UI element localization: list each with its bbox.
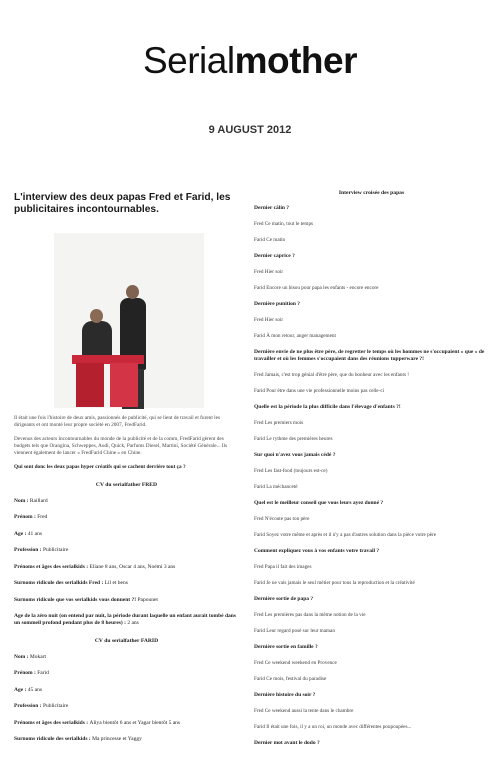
cv-label: Age de la zéro nuit (on entend par nuit, la période durant laquelle un enfant aurait tombé dans un sommeil profond pendant plus de 8 heures) : <box>14 613 236 626</box>
cv-value: 45 ans <box>27 686 42 693</box>
interview-answer: Fred Ce weekend aussi la tente dans le chambre <box>254 708 354 714</box>
fathers-photo <box>54 233 204 408</box>
cv-value: Fred <box>37 514 48 520</box>
interview-answer: Farid La méchanceté <box>254 484 298 490</box>
interview-title: Interview croisée des papas <box>338 190 405 196</box>
cv-value: Aliya bientôt 6 ans et Yagar bientôt 5 ans <box>89 719 181 726</box>
interview-question: Dernière punition ? <box>254 301 301 307</box>
intro-paragraph-1: Il était une fois l'histoire de deux amis, passionnés de publicité, qui se lient de travail et furent les dirigeants et ont monté leur propre société en 2007, FredFarid. <box>14 415 221 428</box>
interview-question: Dernière histoire du soir ? <box>254 692 316 698</box>
cv-row <box>14 564 239 571</box>
cv-row <box>14 670 239 677</box>
cv-fred <box>14 498 239 628</box>
interview-question: Sur quoi n'avez vous jamais cédé ? <box>254 452 336 458</box>
right-column <box>254 186 489 747</box>
cv-label: Age : <box>14 530 28 537</box>
cv-row <box>14 736 239 743</box>
cv-value: Raillard <box>29 497 48 504</box>
interview-answer: Fred Les fast-food (toujours est-ce) <box>254 468 328 474</box>
interview-answer: Fred Les premières pas dans la même notion de la vie <box>254 612 366 618</box>
interview-answer: Fred Hier soir <box>254 317 284 323</box>
cv-label: Prénoms et âges des serialkids : <box>14 563 90 570</box>
interview-answer: Fred N'écoute pas ton père <box>254 516 310 522</box>
cv-label: Nom : <box>14 497 30 504</box>
interview-question: Dernier câlin ? <box>254 205 290 211</box>
interview-question: Dernier mot avant le dodo ? <box>254 740 320 746</box>
photo-red-letter-right <box>110 363 138 407</box>
interview-answer: Farid Je ne vais jamais le seul métier pour tous la reproduction et la créativité <box>254 580 415 586</box>
scanned-article <box>14 186 488 776</box>
cv-label: Surnoms ridicule des serialkids Fred : <box>14 580 105 586</box>
cv-value: Mokart <box>29 653 47 660</box>
cv-value: 41 ans <box>27 530 42 537</box>
interview-question: Comment expliquez vous à vos enfants votre travail ? <box>254 548 380 554</box>
cv-row <box>14 703 239 710</box>
interview-answer: Farid Encore un bisou pour papa les enfants - encore encore <box>254 285 379 291</box>
cv-row <box>14 580 239 587</box>
interview-answer: Farid Il était une fois, il y a un roi, un monde avec différentes poupoupées... <box>254 724 412 730</box>
photo-head-seated <box>90 309 103 323</box>
cv-label: Profession : <box>14 547 43 553</box>
interview-question: Dernier caprice ? <box>254 253 295 259</box>
cv-farid <box>14 654 239 744</box>
photo-head-standing <box>126 285 139 299</box>
cv-row <box>14 597 239 604</box>
cv-value: Lil et bens <box>104 580 128 586</box>
interview-answer: Fred Jamais, c'est trop génial d'être père, que du bonheur avec les enfants ! <box>254 372 409 378</box>
interview-answer: Fred Ce matin, tout le temps <box>254 221 314 227</box>
cv-label: Surnoms ridicule des serialkids : <box>14 736 93 742</box>
masthead-serial: Serial <box>142 40 235 81</box>
cv-row <box>14 654 239 661</box>
interview-answer: Farid À mon retour, anger management <box>254 333 336 339</box>
cv-value: Publicitaire <box>42 703 69 709</box>
cv-row <box>14 547 239 554</box>
cv-label: Nom : <box>14 653 30 660</box>
cv-row <box>14 514 239 521</box>
cv-row <box>14 498 239 505</box>
cv-value: Eliane 8 ans, Oscar 4 ans, Noémi 3 ans <box>89 563 176 570</box>
cv-fred-heading: CV du serialfather FRED <box>95 482 158 488</box>
cv-value: 2 ans <box>127 620 139 626</box>
cv-value: Publicitaire <box>42 547 69 553</box>
cv-label: Surnoms ridicule que vos serialkids vous donnent ?! <box>14 596 138 603</box>
lead-question: Qui sont donc les deux papas hyper créatifs qui se cachent derrière tout ça ? <box>14 464 186 470</box>
cv-label: Prénom : <box>14 514 38 520</box>
cv-value: Farid <box>37 670 49 676</box>
cv-label: Prénoms et âges des serialkids : <box>14 719 90 726</box>
intro-paragraph-2: Devenus des acteurs incontournables du monde de la publicité et de la comm, FredFarid gèrent des budgets tels que Orangina, Schweppes, Audi, Quick, Parfums Diesel, Martini, Société Générale... Ils viennent également de lancer « FredFarid Chine » en Chine. <box>14 436 228 456</box>
interview-question: Dernière sortie de papa ? <box>254 596 314 602</box>
interview-question: Quelle est la période la plus difficile dans l'élevage d'enfants ?! <box>254 404 401 410</box>
cv-label: Age : <box>14 686 28 693</box>
cv-row <box>14 687 239 694</box>
article-title: L'interview des deux papas Fred et Farid, les publicitaires incontournables. <box>14 192 231 215</box>
interview-answer: Farid Soyez votre même et après et il n'y a pas d'autres solution dans la pièce votre père <box>254 532 437 538</box>
cv-row <box>14 613 239 627</box>
cv-label: Profession : <box>14 703 43 709</box>
cv-value: Ma princesse et Yaggy <box>92 736 142 742</box>
left-column <box>14 186 239 743</box>
cv-row <box>14 720 239 727</box>
masthead <box>0 40 500 82</box>
interview-answer: Farid Leur regard posé sur leur maman <box>254 628 335 634</box>
publication-date: 9 AUGUST 2012 <box>208 124 292 136</box>
cv-value: Papounet <box>137 596 158 603</box>
interview-question: Quel est le meilleur conseil que vous leurs ayez donné ? <box>254 500 384 506</box>
interview-answer: Fred Les premiers mois <box>254 420 304 426</box>
interview-answer: Fred Papa il fait des images <box>254 564 312 570</box>
interview-answer: Farid Le rythme des premières heures <box>254 436 333 442</box>
article-byline <box>14 217 239 223</box>
masthead-mother: mother <box>234 40 357 81</box>
interview-answer: Fred Ce weekend weekend en Provence <box>254 660 337 666</box>
interview-answer: Farid Pour être dans une vie professionnelle moins pas celle-ci <box>254 388 385 394</box>
interview-list <box>254 205 489 747</box>
cv-row <box>14 531 239 538</box>
photo-red-letter-left <box>76 363 104 407</box>
interview-answer: Fred Hier soir <box>254 269 284 275</box>
interview-answer: Farid Ce mois, festival du paradise <box>254 676 327 682</box>
interview-question: Dernière envie de ne plus être père, de regretter le temps où les hommes ne s'occupaient « que » de travailler et où les femmes s'occupaient dans des réunions tupperware ?! <box>254 349 485 362</box>
cv-label: Prénom : <box>14 670 38 676</box>
cv-farid-heading: CV du serialfather FARID <box>94 638 159 644</box>
interview-question: Dernière sortie en famille ? <box>254 644 318 650</box>
photo-figure-seated <box>82 321 112 359</box>
interview-answer: Farid Ce matin <box>254 237 286 243</box>
